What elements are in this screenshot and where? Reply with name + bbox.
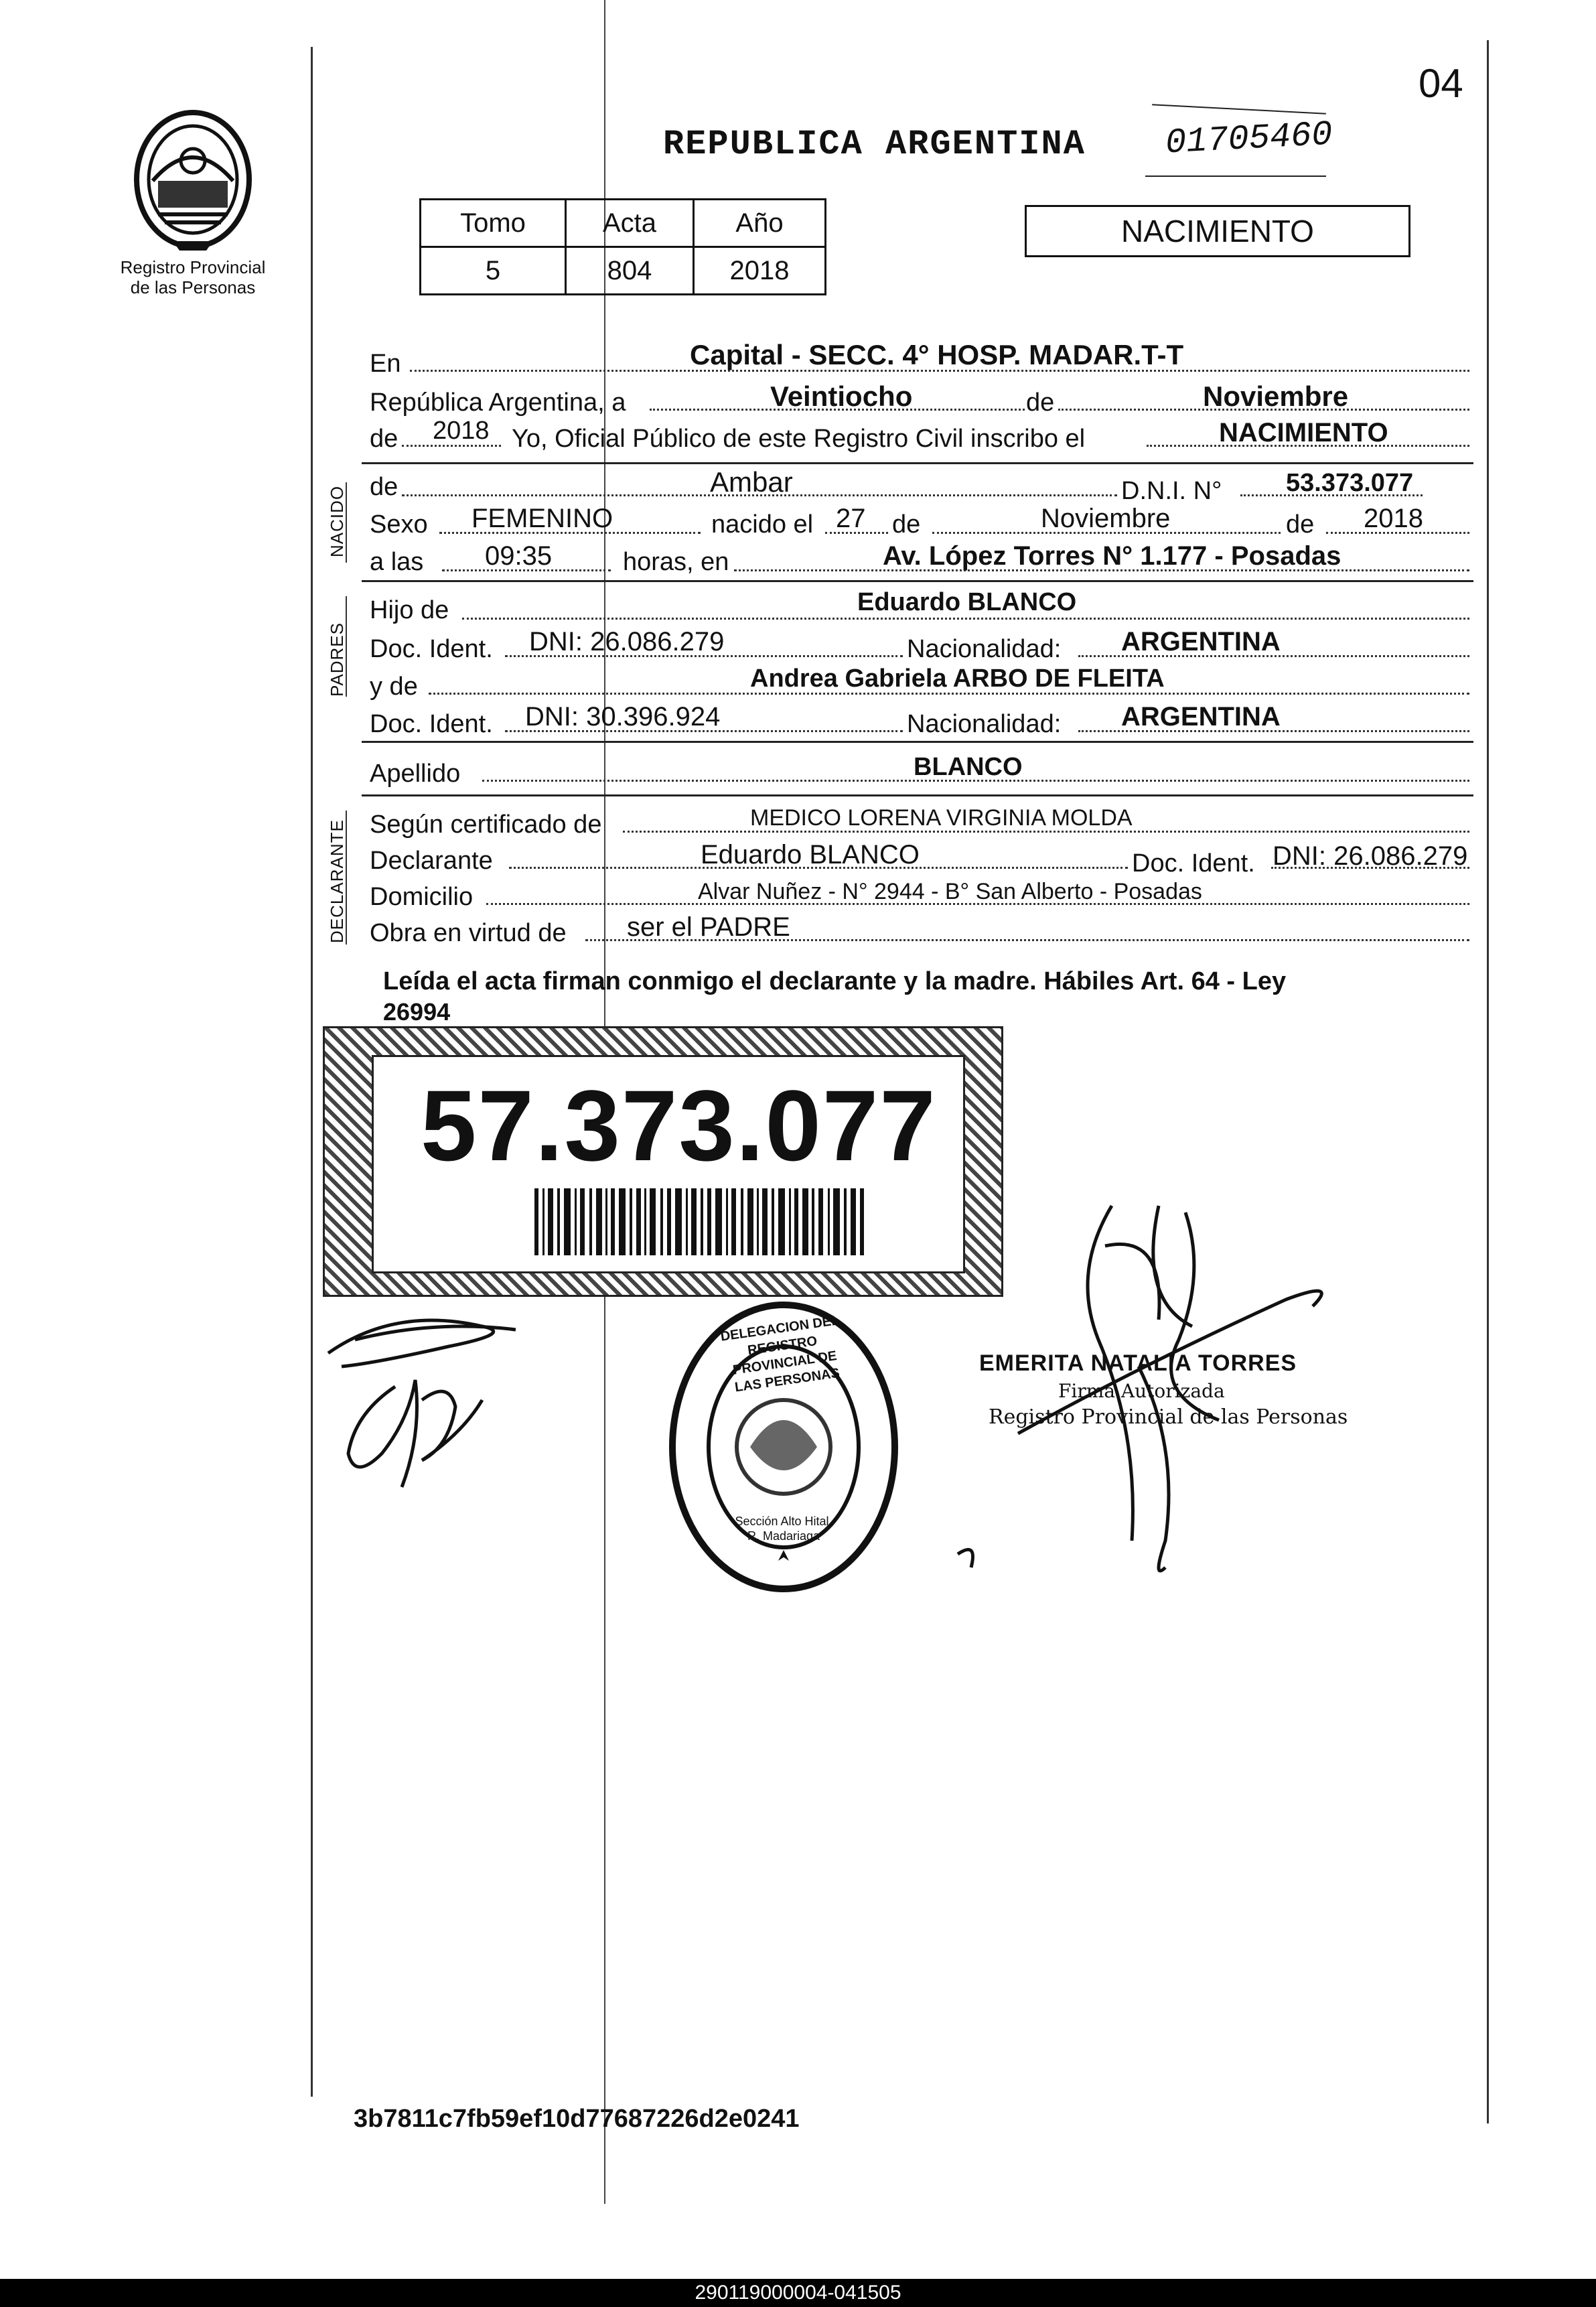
divider-1 bbox=[362, 462, 1473, 464]
sexo-label: Sexo bbox=[370, 510, 428, 539]
apellido-label: Apellido bbox=[370, 760, 461, 788]
birth-day-value: 27 bbox=[836, 504, 866, 533]
sticker-inner-panel bbox=[372, 1055, 965, 1273]
table-header-acta: Acta bbox=[566, 200, 694, 247]
serial-overline bbox=[1152, 104, 1326, 115]
intro-month-value: Noviembre bbox=[1203, 380, 1349, 412]
sexo-value: FEMENINO bbox=[471, 504, 613, 533]
closing-line-2: 26994 bbox=[383, 998, 451, 1026]
footer-code: 290119000004-041505 bbox=[695, 2282, 901, 2304]
serial-underline bbox=[1145, 176, 1326, 177]
yde-label: y de bbox=[370, 673, 418, 701]
official-name: EMERITA NATALIA TORRES bbox=[979, 1350, 1297, 1376]
logo-caption-2: de las Personas bbox=[130, 277, 256, 297]
rep-label: República Argentina, a bbox=[370, 389, 626, 417]
nac2-label: Nacionalidad: bbox=[907, 710, 1062, 738]
birth-place-value: Av. López Torres N° 1.177 - Posadas bbox=[883, 541, 1341, 571]
province-logo bbox=[126, 107, 260, 255]
serial-number: 01705460 bbox=[1164, 115, 1334, 163]
decl-doc-label: Doc. Ident. bbox=[1132, 849, 1255, 878]
barcode-icon bbox=[534, 1188, 869, 1255]
mother-name-value: Andrea Gabriela ARBO DE FLEITA bbox=[750, 665, 1165, 693]
declarante-side-label: DECLARANTE bbox=[327, 819, 347, 943]
en-value: Capital - SECC. 4° HOSP. MADAR.T-T bbox=[690, 339, 1184, 370]
declarant-doc-value: DNI: 26.086.279 bbox=[1273, 841, 1468, 871]
logo-caption-1: Registro Provincial bbox=[120, 257, 266, 277]
declarant-name-value: Eduardo BLANCO bbox=[701, 840, 920, 869]
sticker-number: 57.373.077 bbox=[421, 1069, 937, 1182]
page-number: 04 bbox=[1419, 61, 1463, 106]
footer-bar bbox=[0, 2279, 1596, 2307]
stamp-inner-text: Sección Alto Hital. R. Madariaga bbox=[735, 1515, 832, 1543]
birth-de-label-2: de bbox=[1286, 510, 1315, 539]
nacido-el-label: nacido el bbox=[711, 510, 814, 539]
country-title: REPUBLICA ARGENTINA bbox=[663, 125, 1086, 164]
official-office: Registro Provincial de las Personas bbox=[989, 1405, 1348, 1429]
mother-nationality-value: ARGENTINA bbox=[1121, 702, 1281, 731]
alas-label: a las bbox=[370, 548, 424, 576]
doc-type-box bbox=[1025, 205, 1410, 257]
intro-act-value: NACIMIENTO bbox=[1219, 418, 1388, 447]
divider-2 bbox=[362, 580, 1473, 582]
father-name-value: Eduardo BLANCO bbox=[857, 588, 1077, 616]
birth-year-value: 2018 bbox=[1364, 504, 1423, 533]
dom-label: Domicilio bbox=[370, 883, 474, 911]
divider-4 bbox=[362, 794, 1473, 796]
year-prefix-label: de bbox=[370, 425, 398, 453]
en-label: En bbox=[370, 350, 401, 378]
father-dots bbox=[462, 618, 1469, 620]
father-nationality-value: ARGENTINA bbox=[1121, 627, 1281, 656]
declarant-signature bbox=[315, 1300, 556, 1500]
birth-de-label: de bbox=[892, 510, 921, 539]
table-header-tomo: Tomo bbox=[421, 200, 566, 247]
domicilio-value: Alvar Nuñez - N° 2944 - B° San Alberto - Posadas bbox=[698, 879, 1202, 904]
dni-sticker bbox=[323, 1026, 1003, 1297]
table-value-tomo: 5 bbox=[421, 247, 566, 295]
obra-label: Obra en virtud de bbox=[370, 919, 567, 947]
official-role: Firma Autorizada bbox=[1058, 1380, 1225, 1402]
table-value-anio: 2018 bbox=[694, 247, 826, 295]
father-doc-value: DNI: 26.086.279 bbox=[529, 627, 725, 656]
decl-label: Declarante bbox=[370, 847, 493, 875]
closing-line-1: Leída el acta firman conmigo el declarante y la madre. Hábiles Art. 64 - Ley bbox=[383, 967, 1287, 995]
intro-day-value: Veintiocho bbox=[770, 380, 913, 412]
intro-de-label: de bbox=[1026, 389, 1055, 417]
child-name-value: Ambar bbox=[710, 466, 793, 498]
dni-label: D.N.I. N° bbox=[1121, 477, 1222, 505]
doc-type-label: NACIMIENTO bbox=[1121, 214, 1314, 249]
nac1-label: Nacionalidad: bbox=[907, 635, 1062, 663]
hash-code: 3b7811c7fb59ef10d77687226d2e0241 bbox=[354, 2105, 800, 2133]
table-header-anio: Año bbox=[694, 200, 826, 247]
province-seal-icon bbox=[126, 107, 260, 255]
obra-value: ser el PADRE bbox=[627, 912, 790, 942]
padres-side-label: PADRES bbox=[327, 622, 347, 697]
hijo-label: Hijo de bbox=[370, 596, 449, 624]
registry-stamp bbox=[663, 1293, 904, 1601]
birth-month-value: Noviembre bbox=[1041, 504, 1171, 533]
doc2-label: Doc. Ident. bbox=[370, 710, 493, 738]
birth-time-value: 09:35 bbox=[485, 541, 553, 571]
horas-label: horas, en bbox=[623, 548, 729, 576]
nacido-side-label: NACIDO bbox=[327, 485, 347, 557]
stamp-outer-text: DELEGACION DEL REGISTRO PROVINCIAL DE LAS PERSONAS bbox=[719, 1313, 841, 1395]
apellido-value: BLANCO bbox=[914, 753, 1023, 781]
cert-value: MEDICO LORENA VIRGINIA MOLDA bbox=[750, 805, 1133, 831]
intro-year-value: 2018 bbox=[433, 417, 490, 445]
mother-doc-value: DNI: 30.396.924 bbox=[525, 702, 721, 731]
right-margin-line bbox=[1487, 40, 1489, 2123]
table-value-acta: 804 bbox=[566, 247, 694, 295]
divider-3 bbox=[362, 741, 1473, 743]
nacido-de-label: de bbox=[370, 473, 398, 501]
left-margin-line bbox=[311, 47, 313, 2097]
cert-label: Según certificado de bbox=[370, 811, 602, 839]
child-dni-value: 53.373.077 bbox=[1286, 469, 1414, 497]
registry-table bbox=[419, 198, 826, 295]
doc1-label: Doc. Ident. bbox=[370, 635, 493, 663]
officer-text: Yo, Oficial Público de este Registro Civil inscribo el bbox=[512, 425, 1086, 453]
